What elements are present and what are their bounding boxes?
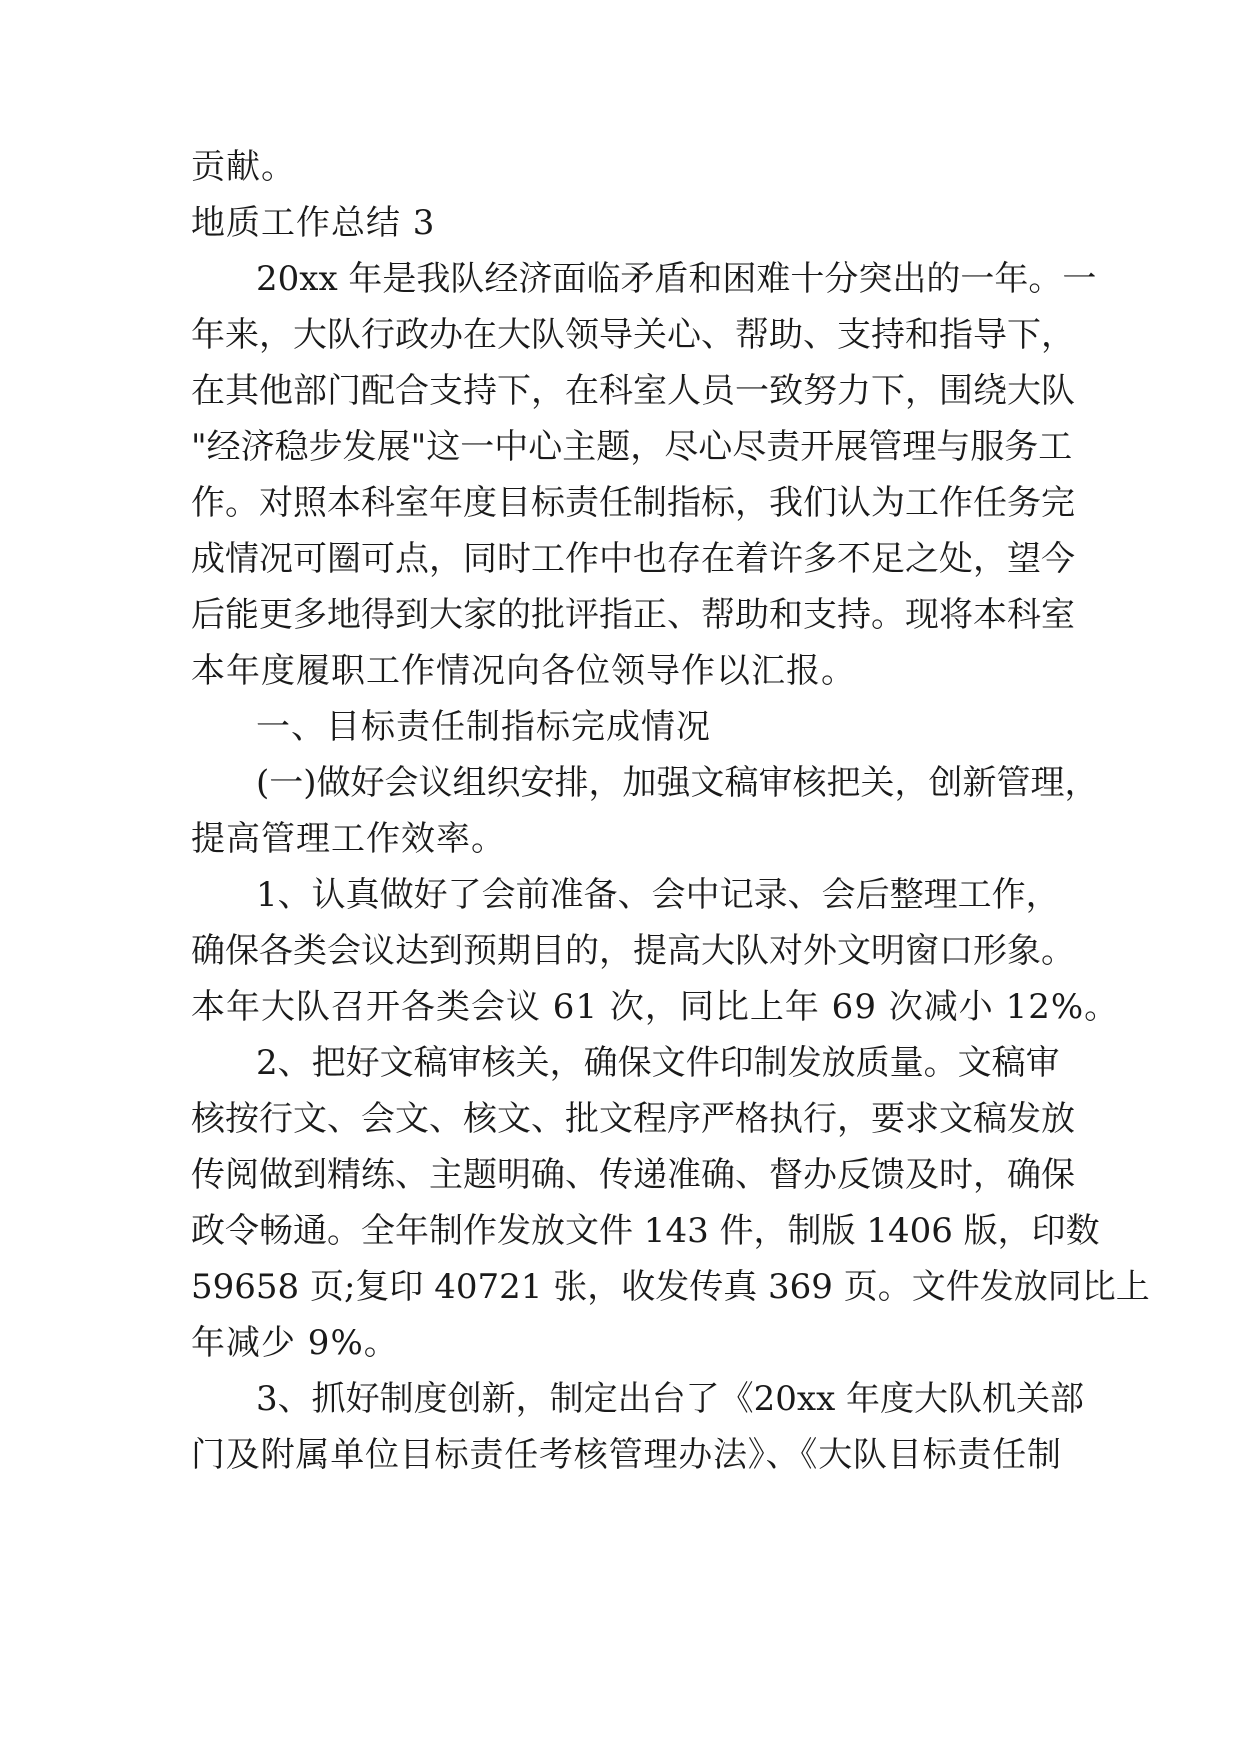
- text-line: 成情况可圈可点，同时工作中也存在着许多不足之处，望今: [191, 539, 1075, 579]
- text-line: 年减少 9%。: [191, 1323, 399, 1363]
- text-line: 政令畅通。全年制作发放文件 143 件，制版 1406 版，印数: [191, 1211, 1100, 1251]
- text-line: 后能更多地得到大家的批评指正、帮助和支持。现将本科室: [191, 595, 1075, 635]
- text-line: 作。对照本科室年度目标责任制指标，我们认为工作任务完: [191, 483, 1075, 523]
- text-line: 门及附属单位目标责任考核管理办法》、《大队目标责任制: [191, 1435, 1061, 1475]
- text-line: 20xx 年是我队经济面临矛盾和困难十分突出的一年。一: [256, 259, 1097, 299]
- section-heading: 地质工作总结 3: [191, 203, 436, 243]
- text-line: 核按行文、会文、核文、批文程序严格执行，要求文稿发放: [191, 1099, 1075, 1139]
- text-line: "经济稳步发展"这一中心主题，尽心尽责开展管理与服务工: [191, 427, 1073, 467]
- text-line: 年来，大队行政办在大队领导关心、帮助、支持和指导下，: [191, 315, 1075, 355]
- text-line: 在其他部门配合支持下，在科室人员一致努力下，围绕大队: [191, 371, 1075, 411]
- text-line: 1、认真做好了会前准备、会中记录、会后整理工作，: [256, 875, 1060, 915]
- text-line: (一)做好会议组织安排，加强文稿审核把关，创新管理，: [256, 763, 1099, 803]
- text-line: 59658 页;复印 40721 张，收发传真 369 页。文件发放同比上: [191, 1267, 1150, 1307]
- text-line: 本年度履职工作情况向各位领导作以汇报。: [191, 651, 856, 691]
- text-line: 贡献。: [191, 147, 296, 187]
- text-line: 确保各类会议达到预期目的，提高大队对外文明窗口形象。: [191, 931, 1075, 971]
- text-line: 提高管理工作效率。: [191, 819, 506, 859]
- text-line: 3、抓好制度创新，制定出台了《20xx 年度大队机关部: [256, 1379, 1085, 1419]
- text-line: 2、把好文稿审核关，确保文件印制发放质量。文稿审: [256, 1043, 1060, 1083]
- subsection-heading: 一、目标责任制指标完成情况: [256, 707, 711, 747]
- text-line: 本年大队召开各类会议 61 次，同比上年 69 次减小 12%。: [191, 987, 1120, 1027]
- text-line: 传阅做到精练、主题明确、传递准确、督办反馈及时，确保: [191, 1155, 1075, 1195]
